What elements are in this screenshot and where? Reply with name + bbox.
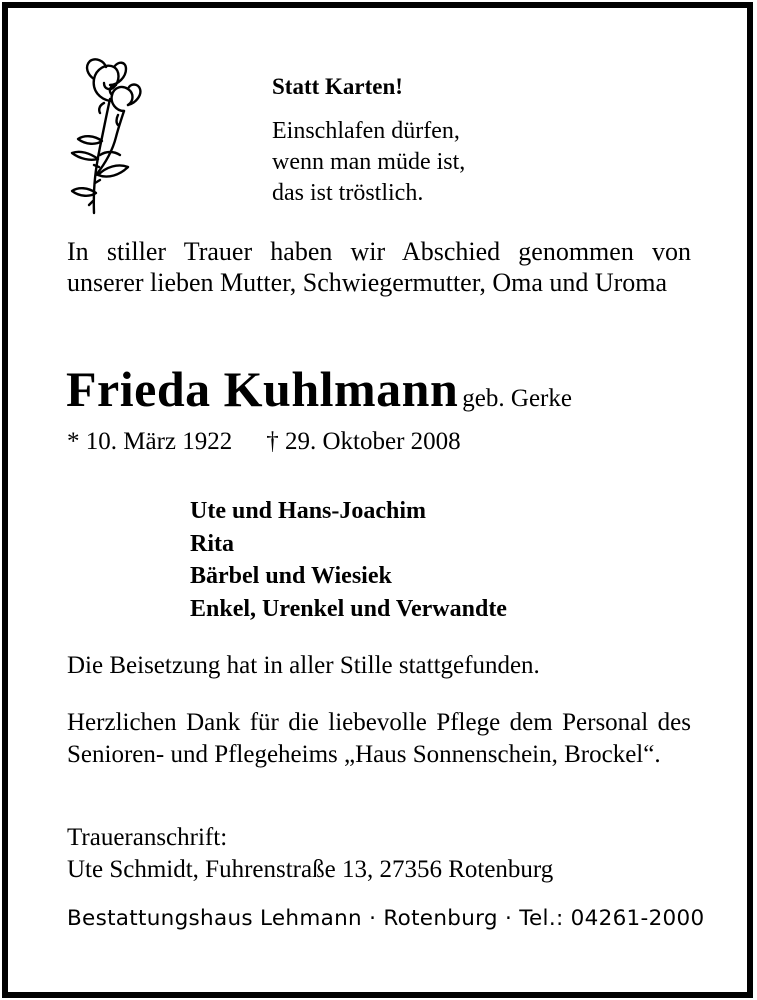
rose-icon <box>60 55 155 220</box>
deceased-name: Frieda Kuhlmann <box>66 361 459 417</box>
poem <box>272 116 465 209</box>
mourner: Enkel, Urenkel und Verwandte <box>190 595 507 622</box>
mourner: Rita <box>190 530 234 557</box>
headline: Statt Karten! <box>272 74 403 99</box>
address-label: Traueranschrift: <box>67 824 228 851</box>
birth-name: geb. Gerke <box>462 385 572 412</box>
mourner: Ute und Hans-Joachim <box>190 498 427 524</box>
deceased-name-line <box>66 361 572 417</box>
mourners-list <box>190 495 507 625</box>
mourner: Bärbel und Wiesiek <box>190 563 392 589</box>
address-value: Ute Schmidt, Fuhrenstraße 13, 27356 Rotenburg <box>67 856 554 883</box>
burial-note: Die Beisetzung hat in aller Stille stattgefunden. <box>67 652 540 679</box>
death-date: † 29. Oktober 2008 <box>266 428 461 455</box>
birth-date: * 10. März 1922 <box>67 428 233 455</box>
thanks-text: Herzlichen Dank für die liebevolle Pflege dem Personal des Senioren- und Pflegeheims „Haus Sonnenschein, Brockel“. <box>67 709 691 768</box>
life-dates <box>67 428 461 456</box>
poem-line: das ist tröstlich. <box>272 180 424 206</box>
intro-text: In stiller Trauer haben wir Abschied genommen von unserer lieben Mutter, Schwiegermutter, Oma und Uroma <box>67 237 691 297</box>
poem-line: Einschlafen dürfen, <box>272 118 460 144</box>
poem-line: wenn man müde ist, <box>272 149 466 175</box>
funeral-home: Bestattungshaus Lehmann · Rotenburg · Tel.: 04261-2000 <box>67 906 705 931</box>
